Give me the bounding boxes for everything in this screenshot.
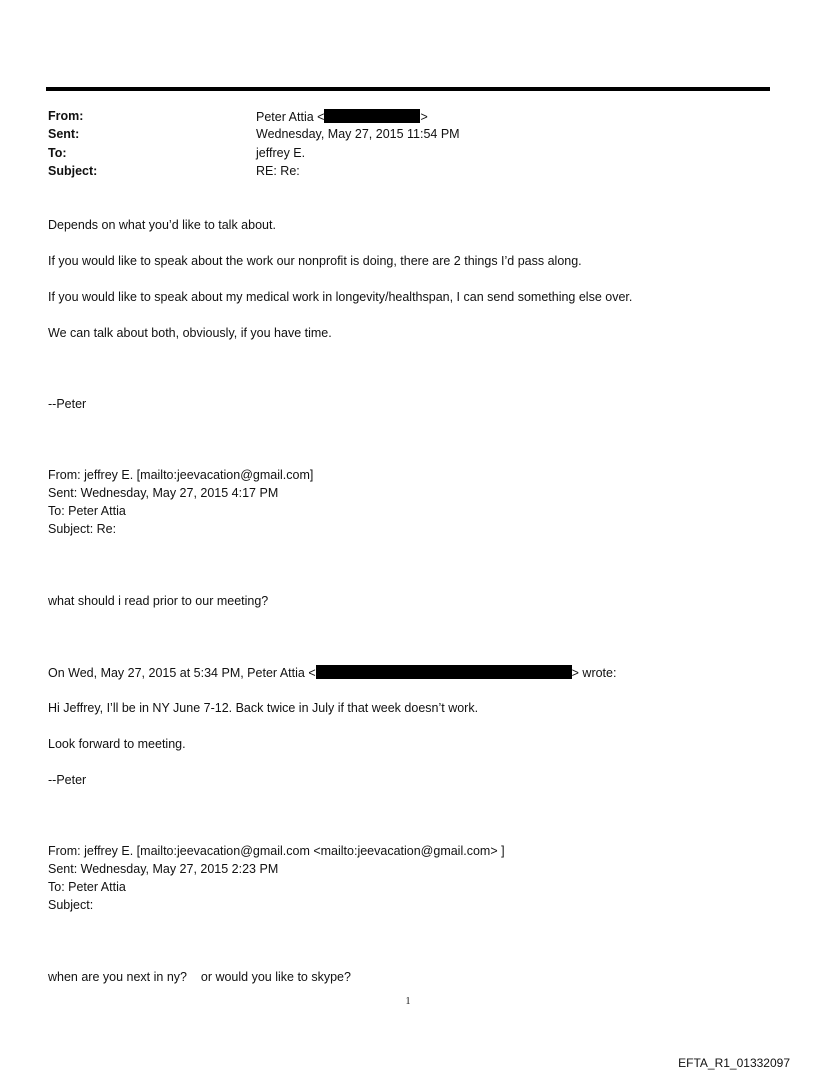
from-label: From:	[48, 109, 84, 123]
to-value: jeffrey E.	[256, 146, 306, 160]
quoted-to: To: Peter Attia	[48, 880, 126, 894]
quoted-intro-start: On Wed, May 27, 2015 at 5:34 PM, Peter Attia <	[48, 666, 316, 680]
subject-value: RE: Re:	[256, 164, 300, 178]
sent-value: Wednesday, May 27, 2015 11:54 PM	[256, 127, 460, 141]
quoted-intro	[48, 665, 616, 681]
quoted-subject: Subject:	[48, 898, 94, 912]
quoted-to: To: Peter Attia	[48, 504, 126, 518]
quoted-body: when are you next in ny? or would you like to skype?	[48, 970, 351, 984]
signature: --Peter	[48, 397, 87, 411]
redaction-box	[316, 665, 572, 679]
from-close: >	[420, 110, 428, 124]
quoted-from: From: jeffrey E. [mailto:jeevacation@gmail.com]	[48, 468, 314, 482]
body-paragraph: We can talk about both, obviously, if you have time.	[48, 326, 332, 340]
header-rule	[46, 87, 770, 91]
redaction-box	[324, 109, 420, 123]
quoted-subject: Subject: Re:	[48, 522, 117, 536]
from-value	[256, 109, 428, 125]
body-paragraph: If you would like to speak about the work our nonprofit is doing, there are 2 things I’d pass along.	[48, 254, 582, 268]
body-paragraph: Depends on what you’d like to talk about.	[48, 218, 276, 232]
quoted-body: what should i read prior to our meeting?	[48, 594, 269, 608]
quoted-sent: Sent: Wednesday, May 27, 2015 2:23 PM	[48, 862, 279, 876]
body-paragraph: If you would like to speak about my medical work in longevity/healthspan, I can send something else over.	[48, 290, 633, 304]
quoted-intro-end: > wrote:	[571, 666, 617, 680]
from-name: Peter Attia <	[256, 110, 325, 124]
quoted-paragraph: Look forward to meeting.	[48, 737, 186, 751]
sent-label: Sent:	[48, 127, 80, 141]
quoted-signature: --Peter	[48, 773, 87, 787]
quoted-paragraph: Hi Jeffrey, I’ll be in NY June 7-12. Back twice in July if that week doesn’t work.	[48, 701, 479, 715]
quoted-sent: Sent: Wednesday, May 27, 2015 4:17 PM	[48, 486, 279, 500]
quoted-from: From: jeffrey E. [mailto:jeevacation@gmail.com <mailto:jeevacation@gmail.com> ]	[48, 844, 505, 858]
bates-number: EFTA_R1_01332097	[678, 1056, 790, 1070]
to-label: To:	[48, 146, 67, 160]
subject-label: Subject:	[48, 164, 98, 178]
page-number: 1	[405, 996, 411, 1007]
